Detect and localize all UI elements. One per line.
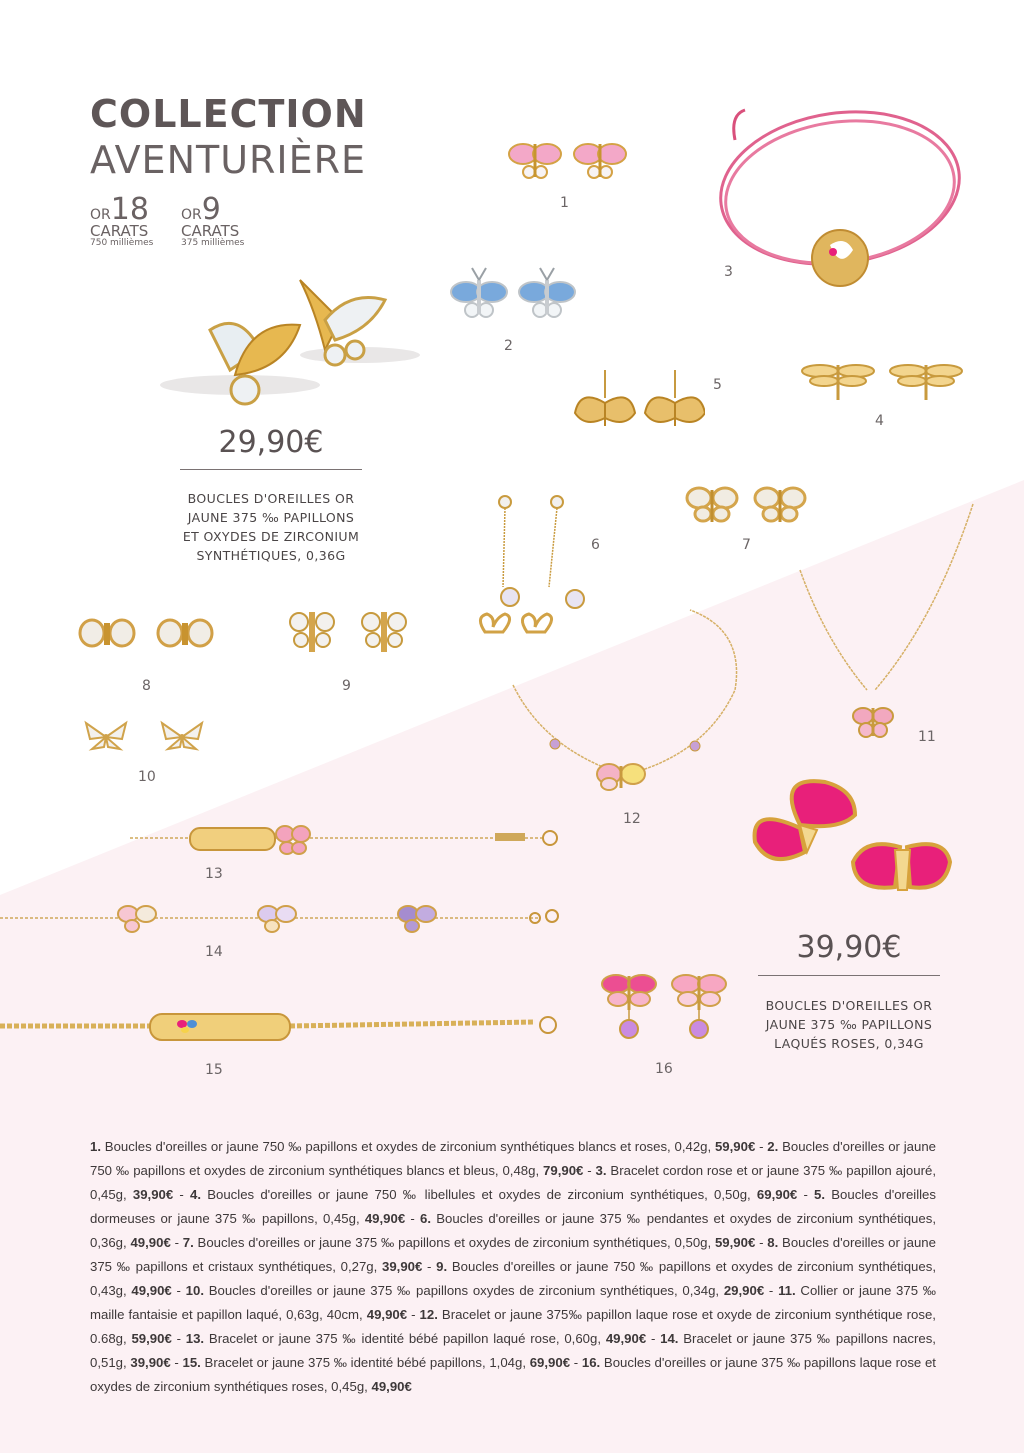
product-6-number: 6 <box>591 537 600 553</box>
caption-item-separator: - <box>170 1355 183 1370</box>
caption-item-number: 7. <box>182 1235 194 1250</box>
product-2-blue-butterfly-earrings-image <box>448 262 578 324</box>
featured-top-price-underline <box>180 469 362 470</box>
product-12-number: 12 <box>623 811 641 827</box>
product-14-number: 14 <box>205 944 223 960</box>
caption-item-number: 9. <box>436 1259 448 1274</box>
caption-item-separator: - <box>646 1331 661 1346</box>
caption-item-price: 49,90€ <box>371 1379 412 1394</box>
caption-item-number: 5. <box>814 1187 826 1202</box>
product-16-number: 16 <box>655 1061 673 1077</box>
featured-bottom-desc-line: LAQUÉS ROSES, 0,34G <box>774 1036 924 1051</box>
product-9-zirconia-butterfly-earrings-image <box>285 608 415 658</box>
caption-item-price: 49,90€ <box>366 1307 408 1322</box>
product-5-dormeuses-butterfly-earrings-image <box>565 368 705 443</box>
caption-item-text: Boucles d'oreilles or jaune 375 ‰ papillons laque rose et oxydes de zirconium synthétiques roses, 0,45g, <box>90 1355 936 1394</box>
featured-bottom-price: 39,90€ <box>796 930 902 965</box>
product-10-zirconia-butterfly-earrings-image <box>82 717 217 757</box>
caption-item-text: Collier or jaune 375 ‰ maille fantaisie et papillon laqué, 0,63g, 40cm, <box>90 1283 936 1322</box>
caption-item-text: Bracelet cordon rose et or jaune 375 ‰ papillon ajouré, 0,45g, <box>90 1163 936 1202</box>
caption-item-price: 69,90€ <box>529 1355 571 1370</box>
product-7-number: 7 <box>742 537 751 553</box>
caption-item-separator: - <box>171 1331 186 1346</box>
caption-item-text: Boucles d'oreilles or jaune 375 ‰ papillons oxydes de zirconium synthétiques, 0,34g, <box>204 1283 724 1298</box>
caption-item-text: Boucles d'oreilles or jaune 750 ‰ papillons et oxydes de zirconium synthétiques blancs et roses, 0,42g, <box>101 1139 715 1154</box>
karat-18-number: 18 <box>110 192 149 227</box>
product-16-pink-butterfly-drop-earrings-image <box>600 972 740 1047</box>
caption-item-separator: - <box>405 1211 420 1226</box>
caption-item-price: 59,90€ <box>131 1331 172 1346</box>
caption-item-text: Boucles d'oreilles dormeuses or jaune 375 ‰ papillons, 0,45g, <box>90 1187 936 1226</box>
featured-bottom-desc-line: JAUNE 375 ‰ PAPILLONS <box>765 1017 933 1032</box>
product-15-number: 15 <box>205 1062 223 1078</box>
caption-item-price: 59,90€ <box>714 1235 756 1250</box>
caption-item-price: 69,90€ <box>756 1187 798 1202</box>
product-3-number: 3 <box>724 264 733 280</box>
caption-item-separator: - <box>170 1235 183 1250</box>
karat-18-carats: CARATS <box>90 222 149 240</box>
caption-item-price: 49,90€ <box>364 1211 406 1226</box>
product-8-number: 8 <box>142 678 151 694</box>
product-13-baby-id-bracelet-image <box>130 820 565 860</box>
caption-item-text: Boucles d'oreilles or jaune 750 ‰ libellules et oxydes de zirconium synthétiques, 0,50g, <box>201 1187 757 1202</box>
caption-item-price: 29,90€ <box>723 1283 765 1298</box>
caption-item-text: Boucles d'oreilles or jaune 375 ‰ papillons et cristaux synthétiques, 0,27g, <box>90 1235 936 1274</box>
caption-item-number: 13. <box>185 1331 205 1346</box>
caption-item-price: 39,90€ <box>132 1187 174 1202</box>
caption-item-text: Boucles d'oreilles or jaune 750 ‰ papillons et oxydes de zirconium synthétiques blancs et bleus, 0,48g, <box>90 1139 936 1178</box>
product-4-number: 4 <box>875 413 884 429</box>
caption-item-separator: - <box>171 1283 186 1298</box>
karat-9-or: OR <box>181 207 202 223</box>
caption-item-number: 12. <box>419 1307 438 1322</box>
caption-item-number: 1. <box>90 1139 101 1154</box>
product-9-number: 9 <box>342 678 351 694</box>
product-4-dragonfly-earrings-image <box>800 355 965 405</box>
product-1-number: 1 <box>560 195 569 211</box>
caption-item-number: 8. <box>767 1235 779 1250</box>
caption-item-number: 10. <box>185 1283 204 1298</box>
karat-18-block <box>90 192 154 248</box>
collection-title-line1: COLLECTION <box>90 92 367 136</box>
karat-18-or: OR <box>90 207 111 223</box>
featured-top-price: 29,90€ <box>218 425 324 460</box>
caption-item-number: 11. <box>778 1283 796 1298</box>
caption-item-price: 59,90€ <box>714 1139 756 1154</box>
product-list-caption <box>90 1135 936 1399</box>
caption-item-text: Bracelet or jaune 375 ‰ papillons nacres, 0,51g, <box>90 1331 936 1370</box>
featured-top-description <box>160 489 382 565</box>
caption-item-price: 39,90€ <box>382 1259 423 1274</box>
caption-item-text: Boucles d'oreilles or jaune 375 ‰ papillons et oxydes de zirconium synthétiques, 0,50g, <box>193 1235 715 1250</box>
product-7-pave-butterfly-earrings-image <box>685 482 810 527</box>
caption-item-number: 16. <box>581 1355 601 1370</box>
caption-item-separator: - <box>755 1139 768 1154</box>
product-5-number: 5 <box>713 377 722 393</box>
product-14-pearl-butterfly-bracelet-image <box>0 898 565 938</box>
product-11-butterfly-necklace-image <box>795 500 980 745</box>
caption-item-price: 39,90€ <box>130 1355 171 1370</box>
featured-top-desc-line: BOUCLES D'OREILLES OR <box>187 491 355 506</box>
featured-bottom-desc-line: BOUCLES D'OREILLES OR <box>765 998 933 1013</box>
caption-item-text: Bracelet or jaune 375‰ papillon laque rose et oxyde de zirconium synthétique rose, 0.68g, <box>90 1307 936 1346</box>
product-1-pink-butterfly-earrings-image <box>505 132 630 187</box>
karat-9-millieme: 375 millièmes <box>181 238 245 248</box>
product-10-number: 10 <box>138 769 156 785</box>
collection-title-line2: AVENTURIÈRE <box>90 138 367 182</box>
karat-9-number: 9 <box>201 192 221 227</box>
caption-item-separator: - <box>583 1163 596 1178</box>
caption-item-separator: - <box>407 1307 420 1322</box>
caption-item-text: Bracelet or jaune 375 ‰ identité bébé papillon laqué rose, 0,60g, <box>204 1331 606 1346</box>
caption-item-separator: - <box>755 1235 768 1250</box>
product-11-number: 11 <box>918 729 936 745</box>
caption-item-text: Bracelet or jaune 375 ‰ identité bébé papillons, 1,04g, <box>200 1355 530 1370</box>
caption-item-number: 6. <box>420 1211 431 1226</box>
caption-item-number: 14. <box>660 1331 679 1346</box>
karat-9-carats: CARATS <box>181 222 240 240</box>
product-13-number: 13 <box>205 866 223 882</box>
caption-item-number: 3. <box>595 1163 607 1178</box>
featured-top-desc-line: JAUNE 375 ‰ PAPILLONS <box>187 510 355 525</box>
caption-item-separator: - <box>422 1259 437 1274</box>
caption-item-number: 4. <box>190 1187 202 1202</box>
featured-bottom-price-underline <box>758 975 940 976</box>
product-2-number: 2 <box>504 338 513 354</box>
caption-item-price: 79,90€ <box>543 1163 584 1178</box>
caption-item-price: 49,90€ <box>130 1235 171 1250</box>
featured-top-desc-line: SYNTHÉTIQUES, 0,36G <box>196 548 346 563</box>
featured-top-desc-line: ET OXYDES DE ZIRCONIUM <box>182 529 360 544</box>
caption-item-number: 2. <box>767 1139 779 1154</box>
product-12-pink-butterfly-bracelet-image <box>505 600 750 805</box>
caption-item-separator: - <box>764 1283 779 1298</box>
caption-item-separator: - <box>173 1187 191 1202</box>
caption-item-price: 49,90€ <box>605 1331 647 1346</box>
caption-item-separator: - <box>570 1355 582 1370</box>
product-15-baby-id-bracelet-image <box>0 1008 565 1048</box>
caption-item-text: Boucles d'oreilles or jaune 375 ‰ pendantes et oxydes de zirconium synthétiques, 0,36g, <box>90 1211 936 1250</box>
karat-18-millieme: 750 millièmes <box>90 238 154 248</box>
caption-item-separator: - <box>797 1187 815 1202</box>
featured-bottom-description <box>738 996 960 1053</box>
caption-item-price: 49,90€ <box>131 1283 172 1298</box>
product-3-pink-cord-bracelet-image <box>705 100 975 300</box>
karat-9-block <box>181 192 245 248</box>
product-8-crystal-butterfly-earrings-image <box>78 615 218 655</box>
caption-item-text: Boucles d'oreilles or jaune 750 ‰ papillons et oxydes de zirconium synthétiques, 0,43g, <box>90 1259 936 1298</box>
caption-item-number: 15. <box>182 1355 201 1370</box>
featured-pink-lacquer-butterfly-earrings-image <box>745 770 960 920</box>
featured-gold-zirconia-butterfly-earrings-image <box>150 270 425 420</box>
